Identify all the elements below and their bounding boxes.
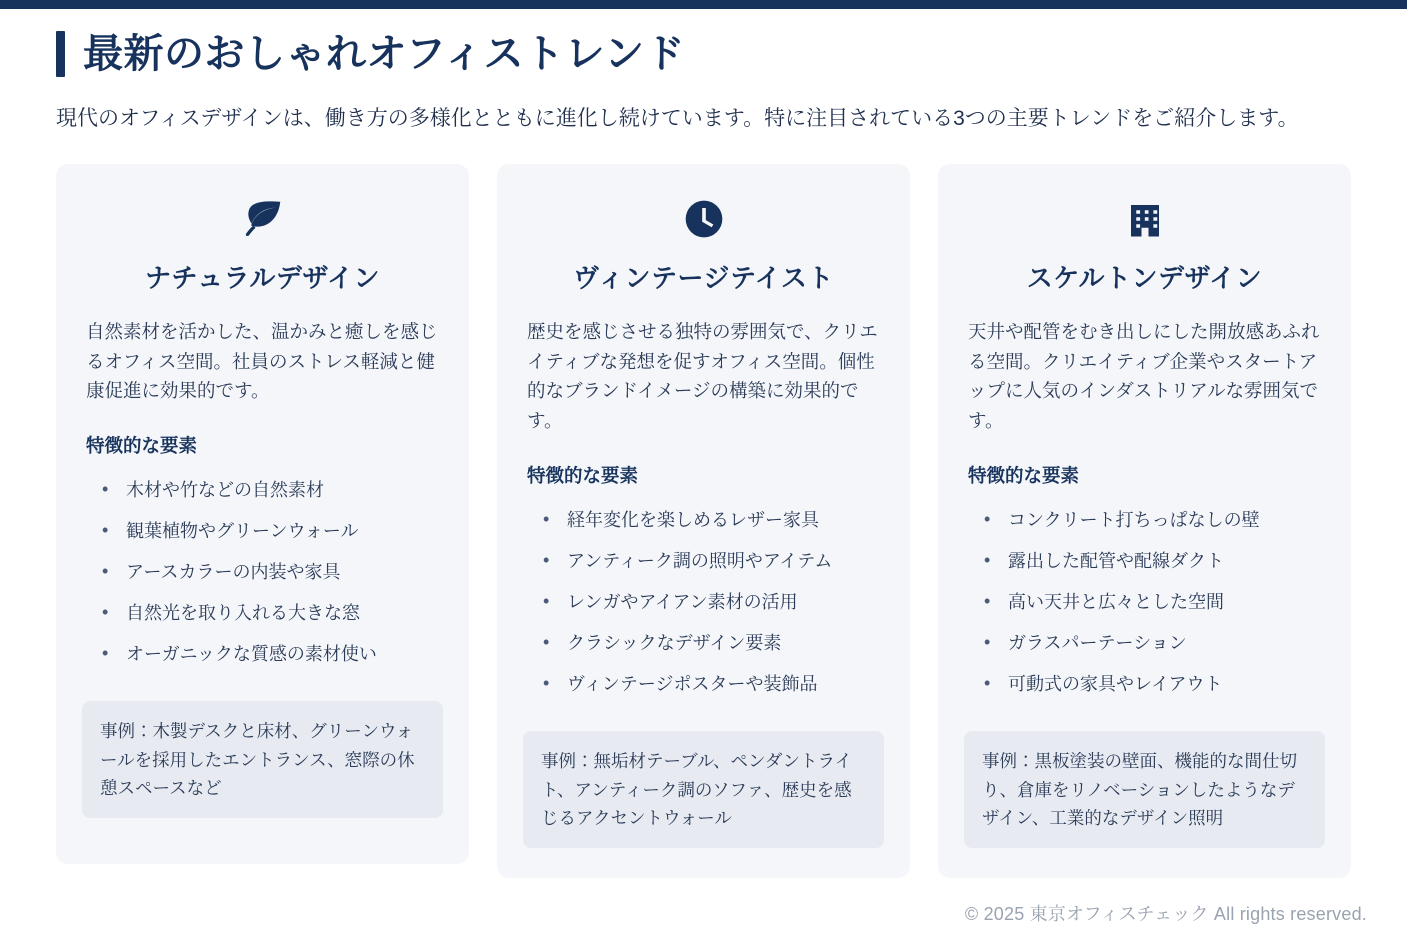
list-item: • 露出した配管や配線ダクト [970, 541, 1325, 582]
list-item: • 観葉植物やグリーンウォール [88, 511, 443, 552]
clock-icon [523, 192, 884, 246]
example-box: 事例：黒板塗装の壁面、機能的な間仕切り、倉庫をリノベーションしたようなデザイン、工業的なデザイン照明 [964, 731, 1325, 848]
list-item: • 高い天井と広々とした空間 [970, 582, 1325, 623]
list-item: • ガラスパーテーション [970, 623, 1325, 664]
list-item: • アンティーク調の照明やアイテム [529, 541, 884, 582]
page-title-row [56, 31, 1351, 77]
trend-card-vintage [497, 164, 910, 879]
list-item: • アースカラーの内装や家具 [88, 552, 443, 593]
trend-card-skeleton [938, 164, 1351, 879]
features-label: 特徴的な要素 [86, 435, 198, 457]
page-title: 最新のおしゃれオフィストレンド [83, 32, 686, 76]
page-intro: 現代のオフィスデザインは、働き方の多様化とともに進化し続けています。特に注目されている3つの主要トレンドをご紹介します。 [56, 107, 1299, 130]
example-box: 事例：無垢材テーブル、ペンダントライト、アンティーク調のソファ、歴史を感じるアクセントウォール [523, 731, 884, 848]
title-accent-mark [56, 31, 65, 77]
list-item: • オーガニックな質感の素材使い [88, 634, 443, 675]
list-item: • 可動式の家具やレイアウト [970, 664, 1325, 705]
card-description: 天井や配管をむき出しにした開放感あふれる空間。クリエイティブ企業やスタートアップに人気のインダストリアルな雰囲気です。 [968, 320, 1320, 432]
features-list [964, 500, 1325, 705]
features-list [523, 500, 884, 705]
features-label: 特徴的な要素 [527, 465, 639, 487]
page-content [0, 9, 1407, 878]
building-icon [964, 192, 1325, 246]
features-label: 特徴的な要素 [968, 465, 1080, 487]
features-list [82, 470, 443, 675]
list-item: • 木材や竹などの自然素材 [88, 470, 443, 511]
trend-card-list [56, 164, 1351, 879]
list-item: • 経年変化を楽しめるレザー家具 [529, 500, 884, 541]
trend-card-natural [56, 164, 469, 864]
list-item: • コンクリート打ちっぱなしの壁 [970, 500, 1325, 541]
list-item: • クラシックなデザイン要素 [529, 623, 884, 664]
leaf-icon [82, 192, 443, 246]
card-description: 歴史を感じさせる独特の雰囲気で、クリエイティブな発想を促すオフィス空間。個性的なブランドイメージの構築に効果的です。 [527, 320, 878, 432]
footer-copyright: © 2025 東京オフィスチェック All rights reserved. [964, 904, 1367, 924]
example-box: 事例：木製デスクと床材、グリーンウォールを採用したエントランス、窓際の休憩スペースなど [82, 701, 443, 818]
card-title: ナチュラルデザイン [144, 262, 381, 293]
list-item: • 自然光を取り入れる大きな窓 [88, 593, 443, 634]
list-item: • レンガやアイアン素材の活用 [529, 582, 884, 623]
card-description: 自然素材を活かした、温かみと癒しを感じるオフィス空間。社員のストレス軽減と健康促進に効果的です。 [86, 320, 438, 402]
list-item: • ヴィンテージポスターや装飾品 [529, 664, 884, 705]
top-accent-bar [0, 0, 1407, 9]
card-title: スケルトンデザイン [1026, 262, 1263, 293]
card-title: ヴィンテージテイスト [573, 262, 834, 293]
